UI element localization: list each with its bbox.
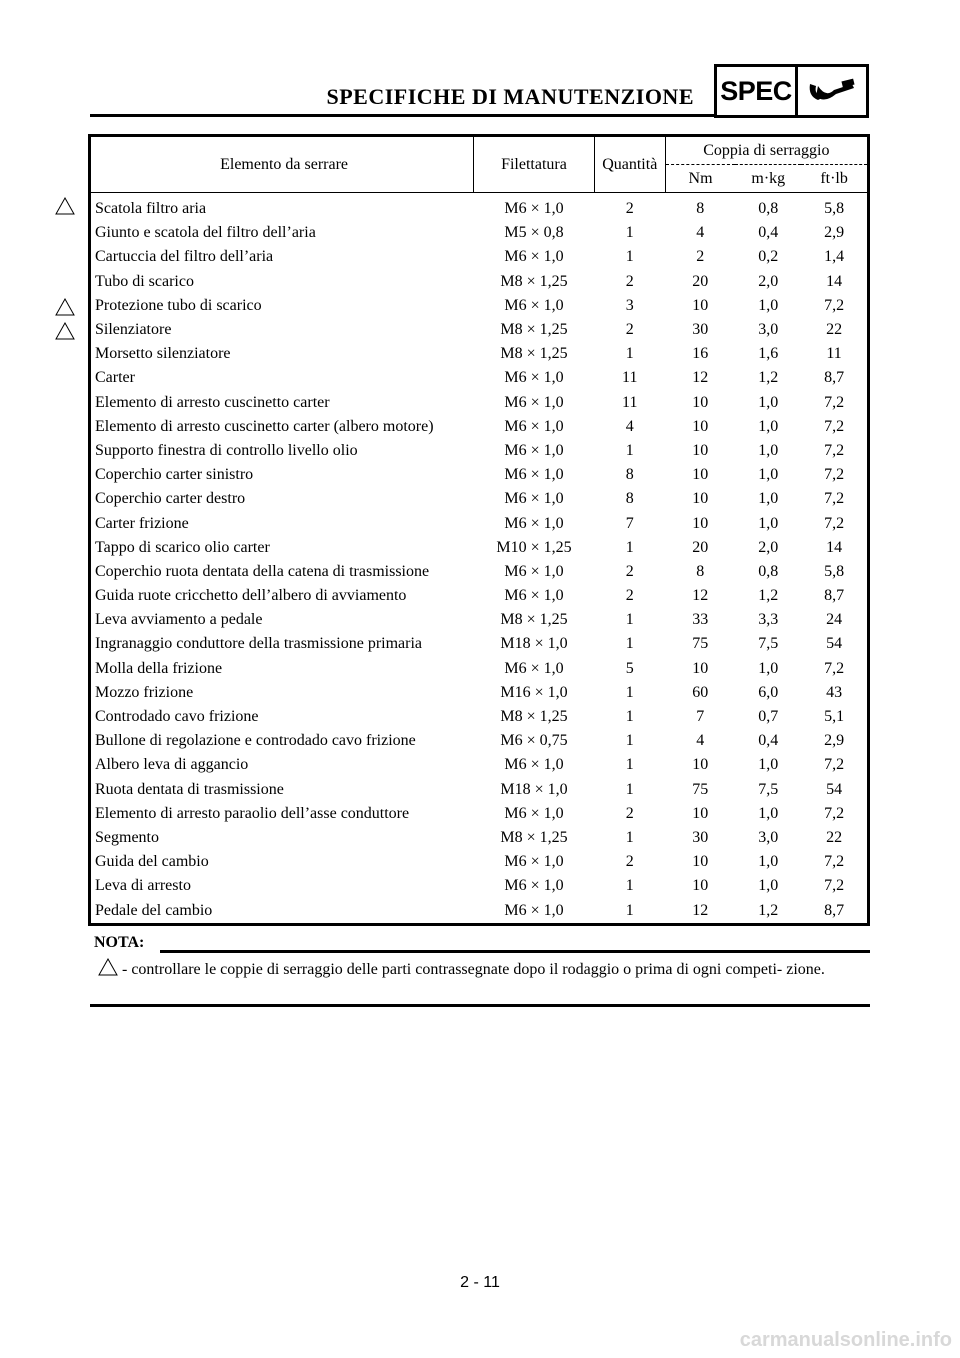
table-body bbox=[90, 193, 869, 925]
cell-quantity: 4 bbox=[625, 417, 634, 435]
cell-nm: 10 bbox=[692, 417, 709, 435]
cell-ftlb: 7,2 bbox=[824, 853, 845, 871]
cell-quantity: 2 bbox=[625, 587, 634, 605]
cell-nm: 4 bbox=[696, 224, 705, 242]
table-row bbox=[90, 294, 869, 318]
element-label: Mozzo frizione bbox=[95, 683, 194, 701]
cell-mkg: 0,8 bbox=[758, 200, 779, 218]
table-row bbox=[90, 898, 869, 924]
cell-mkg: 1,0 bbox=[758, 441, 779, 459]
element-label: Bullone di regolazione e controdado cavo frizione bbox=[95, 732, 416, 750]
cell-quantity: 1 bbox=[625, 877, 634, 895]
cell-thread: M18 × 1,0 bbox=[500, 635, 568, 653]
cell-thread: M6 × 1,0 bbox=[504, 490, 564, 508]
element-label: Pedale del cambio bbox=[95, 901, 213, 919]
cell-element bbox=[90, 294, 474, 318]
element-label: Ingranaggio conduttore della trasmissione primaria bbox=[95, 635, 423, 653]
cell-thread: M8 × 1,25 bbox=[500, 345, 568, 363]
table-row bbox=[90, 391, 869, 415]
cell-element bbox=[90, 632, 474, 656]
header-thread: Filettatura bbox=[474, 136, 595, 193]
cell-element bbox=[90, 391, 474, 415]
cell-ftlb: 54 bbox=[826, 780, 843, 798]
table-row bbox=[90, 536, 869, 560]
note-bottom-rule bbox=[90, 1004, 870, 1007]
table-row bbox=[90, 221, 869, 245]
cell-mkg: 1,0 bbox=[758, 853, 779, 871]
cell-nm: 20 bbox=[692, 538, 709, 556]
cell-mkg: 0,7 bbox=[758, 708, 779, 726]
cell-nm: 10 bbox=[692, 756, 709, 774]
table-row bbox=[90, 681, 869, 705]
cell-quantity: 1 bbox=[625, 708, 634, 726]
cell-element bbox=[90, 193, 474, 222]
page-number: 2 - 11 bbox=[460, 1274, 500, 1291]
cell-ftlb: 7,2 bbox=[824, 490, 845, 508]
cell-thread: M18 × 1,0 bbox=[500, 780, 568, 798]
cell-element bbox=[90, 802, 474, 826]
cell-mkg: 2,0 bbox=[758, 538, 779, 556]
cell-thread: M6 × 1,0 bbox=[504, 756, 564, 774]
table-row bbox=[90, 439, 869, 463]
cell-thread: M6 × 1,0 bbox=[504, 901, 564, 919]
table-row bbox=[90, 463, 869, 487]
table-row bbox=[90, 270, 869, 294]
cell-mkg: 1,2 bbox=[758, 901, 779, 919]
cell-ftlb: 14 bbox=[826, 272, 843, 290]
cell-quantity: 1 bbox=[625, 224, 634, 242]
cell-quantity: 1 bbox=[625, 828, 634, 846]
cell-mkg: 1,0 bbox=[758, 296, 779, 314]
cell-nm: 7 bbox=[696, 708, 705, 726]
element-label: Leva avviamento a pedale bbox=[95, 611, 263, 629]
cell-ftlb: 24 bbox=[826, 611, 843, 629]
cell-ftlb: 22 bbox=[826, 321, 843, 339]
cell-element bbox=[90, 318, 474, 342]
cell-element bbox=[90, 898, 474, 924]
cell-mkg: 1,0 bbox=[758, 393, 779, 411]
cell-quantity: 7 bbox=[625, 514, 634, 532]
table-row bbox=[90, 850, 869, 874]
cell-ftlb: 43 bbox=[826, 683, 843, 701]
cell-nm: 10 bbox=[692, 853, 709, 871]
cell-nm: 4 bbox=[696, 732, 705, 750]
element-label: Elemento di arresto paraolio dell’asse conduttore bbox=[95, 804, 410, 822]
table-row bbox=[90, 632, 869, 656]
cell-thread: M6 × 0,75 bbox=[500, 732, 568, 750]
cell-ftlb: 7,2 bbox=[824, 296, 845, 314]
cell-element bbox=[90, 342, 474, 366]
element-label: Supporto finestra di controllo livello olio bbox=[95, 441, 358, 459]
cell-ftlb: 11 bbox=[826, 345, 842, 363]
cell-nm: 10 bbox=[692, 296, 709, 314]
cell-thread: M8 × 1,25 bbox=[500, 321, 568, 339]
wrench-icon bbox=[798, 67, 866, 115]
table-row bbox=[90, 802, 869, 826]
cell-thread: M8 × 1,25 bbox=[500, 611, 568, 629]
cell-thread: M6 × 1,0 bbox=[504, 393, 564, 411]
header-rule bbox=[90, 114, 714, 117]
cell-element bbox=[90, 245, 474, 269]
cell-mkg: 1,0 bbox=[758, 804, 779, 822]
cell-element bbox=[90, 608, 474, 632]
cell-element bbox=[90, 439, 474, 463]
warning-triangle-icon bbox=[98, 958, 118, 984]
cell-thread: M6 × 1,0 bbox=[504, 514, 564, 532]
cell-ftlb: 7,2 bbox=[824, 659, 845, 677]
note-text-block bbox=[90, 958, 868, 984]
cell-thread: M6 × 1,0 bbox=[504, 877, 564, 895]
spec-badge bbox=[714, 64, 869, 118]
cell-quantity: 1 bbox=[625, 248, 634, 266]
cell-element bbox=[90, 487, 474, 511]
cell-mkg: 1,6 bbox=[758, 345, 779, 363]
cell-quantity: 2 bbox=[625, 321, 634, 339]
cell-element bbox=[90, 657, 474, 681]
element-label: Giunto e scatola del filtro dell’aria bbox=[95, 224, 316, 242]
table-row bbox=[90, 657, 869, 681]
cell-mkg: 6,0 bbox=[758, 683, 779, 701]
table-row bbox=[90, 245, 869, 269]
element-label: Tubo di scarico bbox=[95, 272, 194, 290]
cell-thread: M6 × 1,0 bbox=[504, 296, 564, 314]
cell-element bbox=[90, 681, 474, 705]
cell-thread: M6 × 1,0 bbox=[504, 200, 564, 218]
cell-quantity: 1 bbox=[625, 538, 634, 556]
cell-ftlb: 7,2 bbox=[824, 877, 845, 895]
element-label: Protezione tubo di scarico bbox=[95, 296, 262, 314]
cell-nm: 12 bbox=[692, 369, 709, 387]
warning-triangle-icon bbox=[55, 298, 75, 323]
element-label: Elemento di arresto cuscinetto carter (albero motore) bbox=[95, 417, 434, 435]
cell-mkg: 0,8 bbox=[758, 562, 779, 580]
cell-ftlb: 7,2 bbox=[824, 466, 845, 484]
cell-nm: 10 bbox=[692, 877, 709, 895]
element-label: Tappo di scarico olio carter bbox=[95, 538, 270, 556]
header-quantity: Quantità bbox=[594, 136, 665, 193]
element-label: Silenziatore bbox=[95, 321, 172, 339]
element-label: Cartuccia del filtro dell’aria bbox=[95, 248, 274, 266]
cell-ftlb: 1,4 bbox=[824, 248, 845, 266]
table-row bbox=[90, 560, 869, 584]
cell-quantity: 8 bbox=[625, 466, 634, 484]
cell-element bbox=[90, 270, 474, 294]
cell-mkg: 1,2 bbox=[758, 587, 779, 605]
cell-ftlb: 8,7 bbox=[824, 901, 845, 919]
cell-thread: M6 × 1,0 bbox=[504, 804, 564, 822]
note-rule bbox=[160, 950, 870, 953]
cell-mkg: 0,4 bbox=[758, 732, 779, 750]
note-text: - controllare le coppie di serraggio delle parti contrassegnate dopo il rodaggio o prima di ogni competi- zione. bbox=[118, 961, 825, 978]
cell-element bbox=[90, 753, 474, 777]
cell-mkg: 1,2 bbox=[758, 369, 779, 387]
table-row bbox=[90, 318, 869, 342]
cell-element bbox=[90, 221, 474, 245]
cell-nm: 75 bbox=[692, 780, 709, 798]
element-label: Coperchio carter sinistro bbox=[95, 466, 254, 484]
cell-mkg: 3,3 bbox=[758, 611, 779, 629]
page-header bbox=[90, 60, 870, 118]
cell-nm: 12 bbox=[692, 901, 709, 919]
cell-element bbox=[90, 366, 474, 390]
cell-thread: M6 × 1,0 bbox=[504, 853, 564, 871]
cell-ftlb: 7,2 bbox=[824, 441, 845, 459]
element-label: Morsetto silenziatore bbox=[95, 345, 231, 363]
cell-nm: 8 bbox=[696, 562, 705, 580]
header-ftlb: ft·lb bbox=[801, 165, 868, 193]
cell-nm: 10 bbox=[692, 514, 709, 532]
cell-mkg: 1,0 bbox=[758, 514, 779, 532]
cell-quantity: 1 bbox=[625, 780, 634, 798]
cell-element bbox=[90, 826, 474, 850]
cell-mkg: 3,0 bbox=[758, 321, 779, 339]
element-label: Carter bbox=[95, 369, 135, 387]
cell-mkg: 1,0 bbox=[758, 417, 779, 435]
cell-ftlb: 5,8 bbox=[824, 562, 845, 580]
cell-element bbox=[90, 415, 474, 439]
cell-ftlb: 7,2 bbox=[824, 804, 845, 822]
cell-thread: M6 × 1,0 bbox=[504, 587, 564, 605]
cell-mkg: 2,0 bbox=[758, 272, 779, 290]
cell-quantity: 11 bbox=[622, 369, 638, 387]
warning-triangle-icon bbox=[55, 322, 75, 347]
watermark: carmanualsonline.info bbox=[739, 1329, 952, 1351]
cell-quantity: 1 bbox=[625, 441, 634, 459]
cell-nm: 30 bbox=[692, 828, 709, 846]
cell-mkg: 7,5 bbox=[758, 635, 779, 653]
cell-element bbox=[90, 536, 474, 560]
cell-element bbox=[90, 705, 474, 729]
element-label: Ruota dentata di trasmissione bbox=[95, 780, 284, 798]
header-element: Elemento da serrare bbox=[90, 136, 474, 193]
cell-thread: M6 × 1,0 bbox=[504, 248, 564, 266]
element-label: Elemento di arresto cuscinetto carter bbox=[95, 393, 330, 411]
cell-mkg: 0,4 bbox=[758, 224, 779, 242]
cell-element bbox=[90, 463, 474, 487]
cell-thread: M5 × 0,8 bbox=[504, 224, 564, 242]
cell-nm: 16 bbox=[692, 345, 709, 363]
cell-nm: 10 bbox=[692, 466, 709, 484]
cell-thread: M6 × 1,0 bbox=[504, 659, 564, 677]
cell-mkg: 1,0 bbox=[758, 466, 779, 484]
cell-ftlb: 7,2 bbox=[824, 756, 845, 774]
cell-quantity: 1 bbox=[625, 901, 634, 919]
cell-ftlb: 14 bbox=[826, 538, 843, 556]
cell-nm: 75 bbox=[692, 635, 709, 653]
cell-thread: M8 × 1,25 bbox=[500, 272, 568, 290]
element-label: Controdado cavo frizione bbox=[95, 708, 259, 726]
cell-quantity: 2 bbox=[625, 853, 634, 871]
table-row bbox=[90, 608, 869, 632]
cell-ftlb: 5,8 bbox=[824, 200, 845, 218]
cell-thread: M6 × 1,0 bbox=[504, 466, 564, 484]
cell-quantity: 3 bbox=[625, 296, 634, 314]
cell-thread: M6 × 1,0 bbox=[504, 441, 564, 459]
cell-thread: M16 × 1,0 bbox=[500, 683, 568, 701]
header-torque: Coppia di serraggio bbox=[665, 136, 868, 165]
cell-nm: 60 bbox=[692, 683, 709, 701]
cell-quantity: 1 bbox=[625, 683, 634, 701]
cell-quantity: 11 bbox=[622, 393, 638, 411]
cell-quantity: 8 bbox=[625, 490, 634, 508]
cell-nm: 33 bbox=[692, 611, 709, 629]
element-label: Coperchio carter destro bbox=[95, 490, 246, 508]
cell-quantity: 1 bbox=[625, 732, 634, 750]
element-label: Scatola filtro aria bbox=[95, 200, 207, 218]
cell-ftlb: 8,7 bbox=[824, 587, 845, 605]
cell-quantity: 2 bbox=[625, 272, 634, 290]
cell-mkg: 1,0 bbox=[758, 490, 779, 508]
element-label: Molla della frizione bbox=[95, 659, 223, 677]
cell-mkg: 3,0 bbox=[758, 828, 779, 846]
cell-thread: M8 × 1,25 bbox=[500, 708, 568, 726]
cell-mkg: 0,2 bbox=[758, 248, 779, 266]
cell-element bbox=[90, 729, 474, 753]
cell-ftlb: 7,2 bbox=[824, 514, 845, 532]
cell-nm: 10 bbox=[692, 490, 709, 508]
cell-quantity: 1 bbox=[625, 756, 634, 774]
torque-spec-table bbox=[88, 134, 870, 926]
cell-element bbox=[90, 874, 474, 898]
cell-thread: M10 × 1,25 bbox=[496, 538, 572, 556]
cell-ftlb: 7,2 bbox=[824, 417, 845, 435]
cell-mkg: 1,0 bbox=[758, 756, 779, 774]
cell-nm: 2 bbox=[696, 248, 705, 266]
cell-element bbox=[90, 778, 474, 802]
cell-ftlb: 8,7 bbox=[824, 369, 845, 387]
cell-quantity: 2 bbox=[625, 562, 634, 580]
cell-mkg: 1,0 bbox=[758, 659, 779, 677]
table-row bbox=[90, 366, 869, 390]
cell-ftlb: 54 bbox=[826, 635, 843, 653]
table-row bbox=[90, 874, 869, 898]
cell-quantity: 2 bbox=[625, 200, 634, 218]
cell-element bbox=[90, 511, 474, 535]
table-row bbox=[90, 753, 869, 777]
cell-mkg: 7,5 bbox=[758, 780, 779, 798]
cell-thread: M8 × 1,25 bbox=[500, 828, 568, 846]
warning-triangle-icon bbox=[55, 197, 75, 222]
element-label: Guida del cambio bbox=[95, 853, 209, 871]
element-label: Coperchio ruota dentata della catena di trasmissione bbox=[95, 562, 430, 580]
cell-element bbox=[90, 850, 474, 874]
element-label: Carter frizione bbox=[95, 514, 189, 532]
element-label: Segmento bbox=[95, 828, 159, 846]
table-row bbox=[90, 705, 869, 729]
cell-ftlb: 2,9 bbox=[824, 224, 845, 242]
table-row bbox=[90, 342, 869, 366]
cell-ftlb: 2,9 bbox=[824, 732, 845, 750]
page-title: SPECIFICHE DI MANUTENZIONE bbox=[326, 84, 694, 109]
table-row bbox=[90, 193, 869, 222]
cell-nm: 20 bbox=[692, 272, 709, 290]
cell-nm: 12 bbox=[692, 587, 709, 605]
cell-nm: 30 bbox=[692, 321, 709, 339]
table-row bbox=[90, 729, 869, 753]
note-label: NOTA: bbox=[94, 934, 145, 951]
element-label: Albero leva di aggancio bbox=[95, 756, 249, 774]
table-row bbox=[90, 778, 869, 802]
table-row bbox=[90, 826, 869, 850]
cell-quantity: 2 bbox=[625, 804, 634, 822]
header-mkg: m·kg bbox=[735, 165, 801, 193]
cell-nm: 10 bbox=[692, 393, 709, 411]
cell-nm: 8 bbox=[696, 200, 705, 218]
table-row bbox=[90, 487, 869, 511]
cell-nm: 10 bbox=[692, 659, 709, 677]
cell-ftlb: 5,1 bbox=[824, 708, 845, 726]
cell-thread: M6 × 1,0 bbox=[504, 562, 564, 580]
cell-nm: 10 bbox=[692, 804, 709, 822]
cell-quantity: 1 bbox=[625, 635, 634, 653]
element-label: Guida ruote cricchetto dell’albero di avviamento bbox=[95, 587, 407, 605]
cell-quantity: 1 bbox=[625, 611, 634, 629]
cell-thread: M6 × 1,0 bbox=[504, 369, 564, 387]
cell-ftlb: 22 bbox=[826, 828, 843, 846]
table-row bbox=[90, 511, 869, 535]
cell-ftlb: 7,2 bbox=[824, 393, 845, 411]
table-row bbox=[90, 415, 869, 439]
element-label: Leva di arresto bbox=[95, 877, 191, 895]
cell-quantity: 1 bbox=[625, 345, 634, 363]
cell-mkg: 1,0 bbox=[758, 877, 779, 895]
cell-nm: 10 bbox=[692, 441, 709, 459]
cell-element bbox=[90, 560, 474, 584]
spec-badge-label: SPEC bbox=[717, 67, 798, 115]
table-row bbox=[90, 584, 869, 608]
cell-element bbox=[90, 584, 474, 608]
cell-quantity: 5 bbox=[625, 659, 634, 677]
header-nm: Nm bbox=[665, 165, 735, 193]
cell-thread: M6 × 1,0 bbox=[504, 417, 564, 435]
